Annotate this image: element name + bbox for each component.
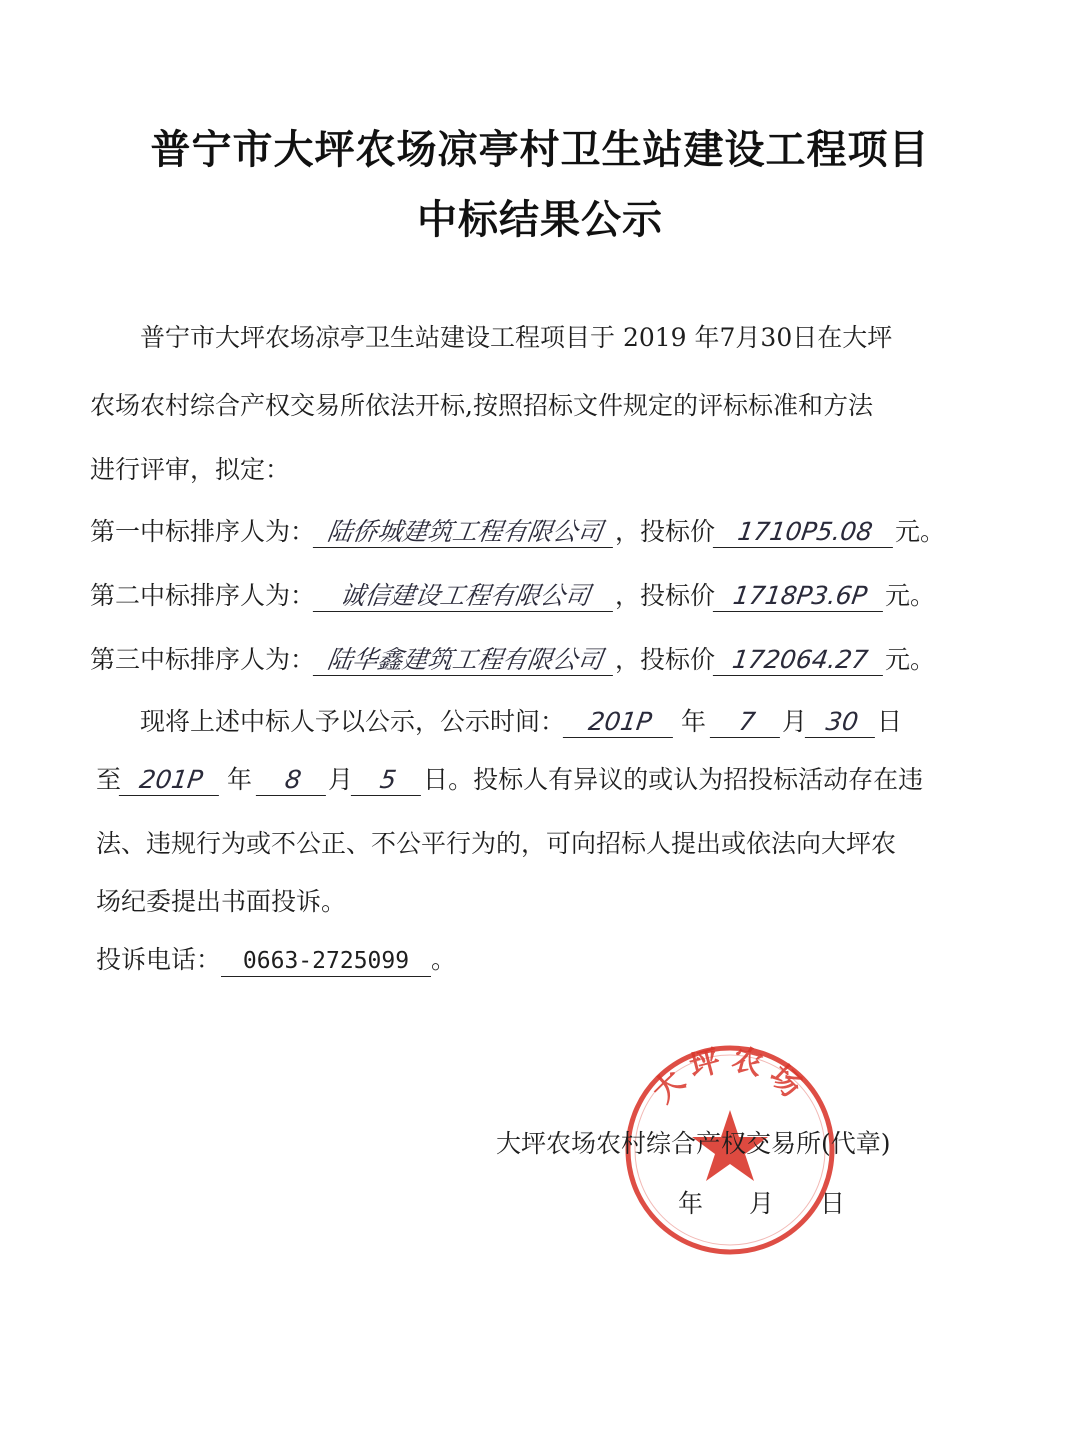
paragraph-line: 法、违规行为或不公正、不公平行为的，可向招标人提出或依法向大坪农 xyxy=(96,829,897,858)
paragraph-line: 进行评审，拟定： xyxy=(90,455,291,484)
start-year: 201P xyxy=(563,707,677,738)
day-char: 日 xyxy=(423,765,449,794)
start-month: 7 xyxy=(710,707,784,738)
svg-text:大坪农场 xyxy=(646,1041,814,1109)
document-title: 普宁市大坪农场凉亭村卫生站建设工程项目 xyxy=(150,127,930,173)
paragraph-line: 普宁市大坪农场凉亭卫生站建设工程项目于 2019 年7月30日在大坪 xyxy=(140,323,893,352)
bid-price: 1710P5.08 xyxy=(713,517,897,548)
start-day: 30 xyxy=(805,707,879,738)
yuan-label: 元。 xyxy=(895,517,946,546)
notice-label: 现将上述中标人予以公示，公示时间： xyxy=(140,707,566,736)
bidder-name: 陆侨城建筑工程有限公司 xyxy=(313,517,617,548)
bid-price-label: ，投标价 xyxy=(615,645,716,674)
footer-month-char: 月 xyxy=(749,1189,775,1218)
seal-text: 大坪农场 xyxy=(646,1041,814,1110)
paragraph-line: 场纪委提出书面投诉。 xyxy=(96,887,347,916)
end-day: 5 xyxy=(351,765,425,796)
bid-price: 172064.27 xyxy=(713,645,887,676)
notice-period-end-line xyxy=(96,764,1016,796)
footer-year-char: 年 xyxy=(678,1189,704,1218)
year-char: 年 xyxy=(227,765,253,794)
footer-day-char: 日 xyxy=(820,1189,846,1218)
paragraph-line: 农场农村综合产权交易所依法开标,按照招标文件规定的评标标准和方法 xyxy=(90,391,873,420)
day-char: 日 xyxy=(877,707,903,736)
yuan-label: 元。 xyxy=(885,581,936,610)
yuan-label: 元。 xyxy=(885,645,936,674)
bidder-row-2 xyxy=(90,580,1010,612)
year-char: 年 xyxy=(681,707,707,736)
phone-label: 投诉电话： xyxy=(96,945,222,974)
bidder-row-1 xyxy=(90,516,1010,548)
bidder-name: 诚信建设工程有限公司 xyxy=(313,581,617,612)
phone-number: 0663-2725099 xyxy=(221,946,431,977)
month-char: 月 xyxy=(782,707,808,736)
end-year: 201P xyxy=(119,765,223,796)
issuer-name: 大坪农场农村综合产权交易所(代章) xyxy=(496,1129,891,1158)
to-label: 至 xyxy=(96,765,122,794)
bid-price-label: ，投标价 xyxy=(615,517,716,546)
rank-label: 第三中标排序人为： xyxy=(90,645,316,674)
bidder-name: 陆华鑫建筑工程有限公司 xyxy=(313,645,617,676)
bid-price-label: ，投标价 xyxy=(615,581,716,610)
month-char: 月 xyxy=(328,765,354,794)
paragraph-text: 。投标人有异议的或认为招投标活动存在违 xyxy=(448,765,924,794)
bid-price: 1718P3.6P xyxy=(713,581,887,612)
document-subtitle: 中标结果公示 xyxy=(417,197,663,243)
footer-date xyxy=(678,1188,845,1220)
rank-label: 第二中标排序人为： xyxy=(90,581,316,610)
end-month: 8 xyxy=(256,765,330,796)
complaint-phone-line xyxy=(96,944,1016,977)
notice-period-line xyxy=(140,706,1060,738)
rank-label: 第一中标排序人为： xyxy=(90,517,316,546)
bidder-row-3 xyxy=(90,644,1010,676)
phone-end: 。 xyxy=(431,945,457,974)
